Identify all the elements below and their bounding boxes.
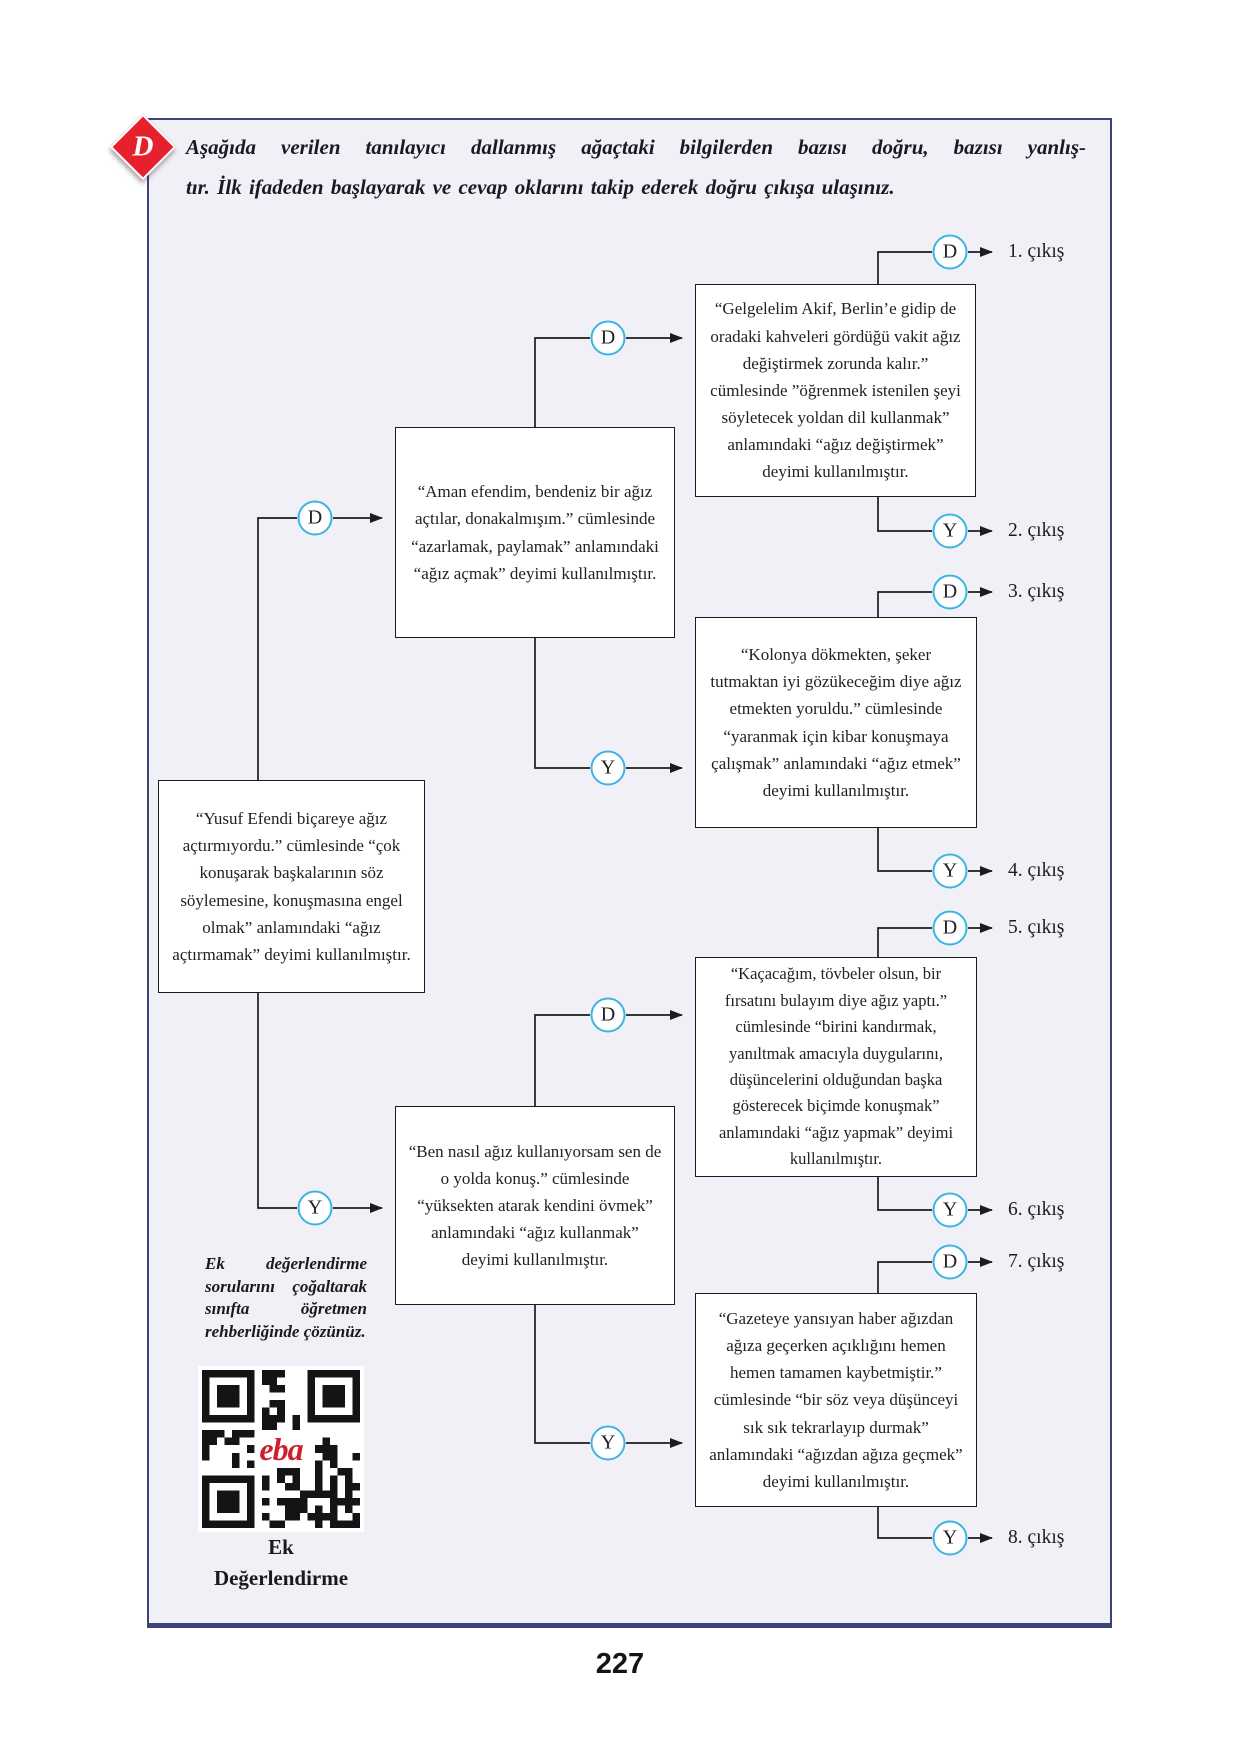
branch-d-agiz-acmak: D [591, 321, 626, 356]
instruction-line-2: tır. İlk ifadeden başlayarak ve cevap oklarını takip ederek doğru çıkışa ulaşınız. [186, 175, 895, 199]
branch-y-exit-2: Y [933, 514, 968, 549]
statement-box-agizdan-agiza: “Gazeteye yansıyan haber ağızdan ağıza geçerken açıklığını hemen hemen tamamen kaybetmiştir.” cümlesinde “bir söz veya düşünceyi sık sık tekrarlayıp durmak” anlamındaki “ağızdan ağıza geçmek” deyimi kullanılmıştır. [695, 1293, 977, 1507]
branch-d-exit-3: D [933, 575, 968, 610]
instruction-line-1: Aşağıda verilen tanılayıcı dallanmış ağaçtaki bilgilerden bazısı doğru, bazısı yanlış- [186, 135, 1086, 159]
statement-box-agiz-yapmak: “Kaçacağım, tövbeler olsun, bir fırsatını bulayım diye ağız yaptı.” cümlesinde “birini kandırmak, yanıltmak amacıyla duygularını, düşüncelerini olduğundan başka gösterecek biçimde konuşmak” anlamındaki “ağız yapmak” deyimi kullanılmıştır. [695, 957, 977, 1177]
exit-label-2: 2. çıkış [1008, 520, 1065, 541]
branch-d-exit-5: D [933, 911, 968, 946]
exit-label-6: 6. çıkış [1008, 1199, 1065, 1220]
statement-box-agiz-etmek: “Kolonya dökmekten, şeker tutmaktan iyi gözükeceğim diye ağız etmekten yoruldu.” cümlesinde “yaranmak için kibar konuşmaya çalışmak” anlamındaki “ağız etmek” deyimi kullanılmıştır. [695, 617, 977, 828]
branch-d-exit-7: D [933, 1245, 968, 1280]
branch-y-agiz-kullanmak: Y [591, 1426, 626, 1461]
page-number: 227 [595, 1648, 645, 1680]
branch-y-agiz-acmak: Y [591, 751, 626, 786]
statement-box-agiz-degistirmek: “Gelgelelim Akif, Berlin’e gidip de oradaki kahveleri gördüğü vakit ağız değiştirmek zorunda kalır.” cümlesinde ”öğrenmek istenilen şeyi söyletecek yoldan dil kullanmak” anlamındaki “ağız değiştirmek” deyimi kullanılmıştır. [695, 284, 976, 497]
teacher-note: Ek değerlendirme sorularını çoğaltarak sınıfta öğretmen rehberliğinde çözünüz. [205, 1254, 367, 1341]
section-badge-letter: D [132, 130, 154, 163]
qr-caption-line-2: Değerlendirme [213, 1566, 349, 1590]
eba-logo: eba [254, 1434, 307, 1464]
statement-box-agiz-kullanmak: “Ben nasıl ağız kullanıyorsam sen de o yolda konuş.” cümlesinde “yüksekten atarak kendini övmek” anlamındaki “ağız kullanmak” deyimi kullanılmıştır. [395, 1106, 675, 1305]
exit-label-8: 8. çıkış [1008, 1527, 1065, 1548]
qr-caption [178, 1532, 384, 1594]
branch-y-exit-4: Y [933, 854, 968, 889]
branch-d-exit-1: D [933, 235, 968, 270]
branch-y-exit-6: Y [933, 1193, 968, 1228]
branch-y-root: Y [298, 1191, 333, 1226]
branch-d-root: D [298, 501, 333, 536]
exit-label-1: 1. çıkış [1008, 241, 1065, 262]
qr-code [198, 1366, 364, 1532]
branch-d-agiz-kullanmak: D [591, 998, 626, 1033]
branch-y-exit-8: Y [933, 1521, 968, 1556]
instruction-text [186, 127, 1086, 207]
exit-label-7: 7. çıkış [1008, 1251, 1065, 1272]
exit-label-4: 4. çıkış [1008, 860, 1065, 881]
qr-caption-line-1: Ek [268, 1535, 294, 1559]
statement-box-agiz-acmak: “Aman efendim, bendeniz bir ağız açtılar, donakalmışım.” cümlesinde “azarlamak, paylamak” anlamındaki “ağız açmak” deyimi kullanılmıştır. [395, 427, 675, 638]
exit-label-3: 3. çıkış [1008, 581, 1065, 602]
statement-box-root: “Yusuf Efendi biçareye ağız açtırmıyordu.” cümlesinde “çok konuşarak başkalarının söz söylemesine, konuşmasına engel olmak” anlamındaki “ağız açtırmamak” deyimi kullanılmıştır. [158, 780, 425, 993]
exit-label-5: 5. çıkış [1008, 917, 1065, 938]
